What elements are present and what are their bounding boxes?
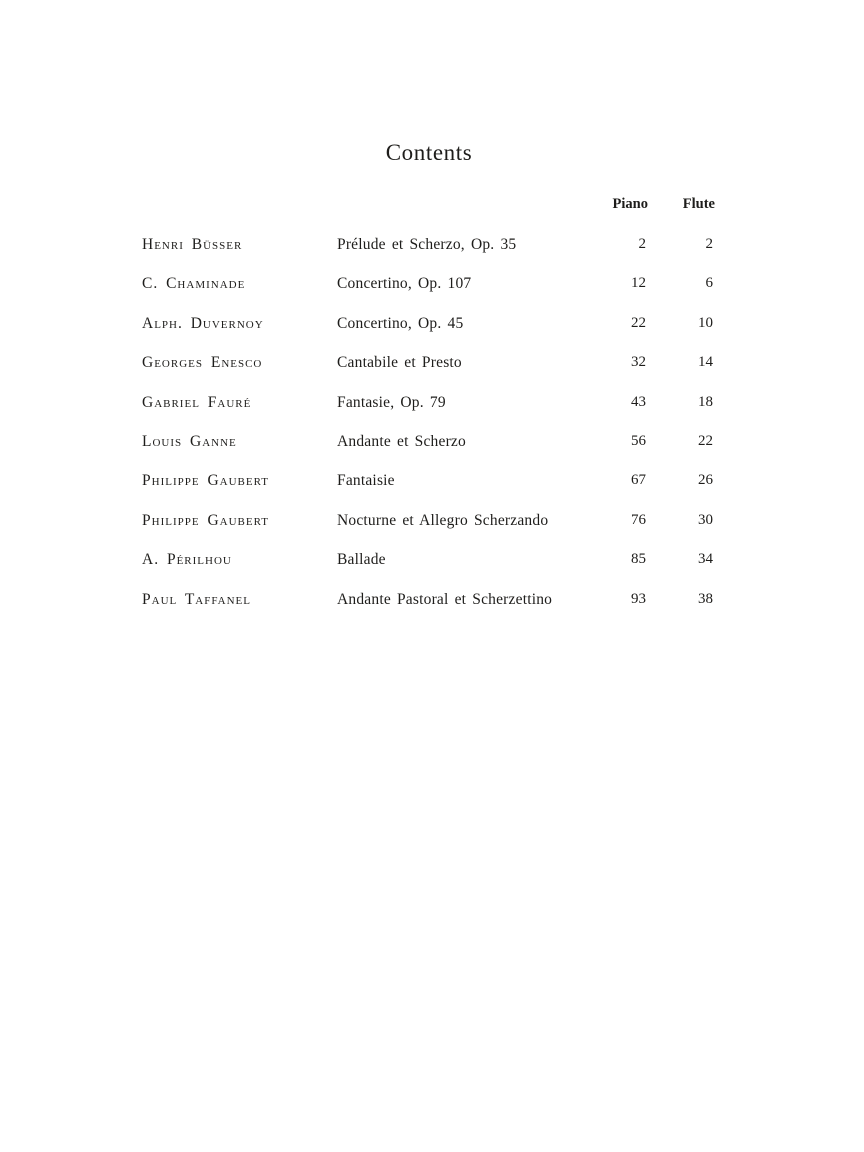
toc-row bbox=[142, 354, 717, 393]
flute-page-number: 14 bbox=[698, 354, 713, 371]
flute-page-number: 22 bbox=[698, 432, 713, 449]
composer-name: C. Chaminade bbox=[142, 275, 246, 293]
toc-row bbox=[142, 394, 717, 433]
piano-page-number: 85 bbox=[631, 551, 646, 568]
piano-page-number: 22 bbox=[631, 314, 646, 331]
work-title: Concertino, Op. 45 bbox=[337, 314, 464, 332]
piano-page-number: 76 bbox=[631, 511, 646, 528]
composer-name: Georges Enesco bbox=[142, 354, 263, 372]
piano-page-number: 43 bbox=[631, 393, 646, 410]
composer-name: Louis Ganne bbox=[142, 432, 237, 450]
flute-column-header: Flute bbox=[682, 196, 715, 212]
composer-name: Philippe Gaubert bbox=[142, 472, 269, 490]
flute-page-number: 18 bbox=[698, 393, 713, 410]
composer-name: Paul Taffanel bbox=[142, 590, 251, 608]
piano-page-number: 56 bbox=[631, 432, 646, 449]
toc-row bbox=[142, 236, 717, 275]
piano-column-header: Piano bbox=[612, 196, 648, 212]
page-title: Contents bbox=[385, 140, 473, 165]
piano-page-number: 12 bbox=[631, 275, 646, 292]
piano-page-number: 32 bbox=[631, 354, 646, 371]
toc-row bbox=[142, 512, 717, 551]
work-title: Cantabile et Presto bbox=[337, 354, 462, 372]
column-headers bbox=[142, 196, 717, 214]
flute-page-number: 10 bbox=[698, 314, 713, 331]
contents-table bbox=[142, 236, 717, 630]
work-title: Ballade bbox=[337, 551, 386, 569]
flute-page-number: 6 bbox=[705, 275, 713, 292]
composer-name: Gabriel Fauré bbox=[142, 393, 252, 411]
work-title: Andante et Scherzo bbox=[337, 432, 466, 450]
toc-row bbox=[142, 315, 717, 354]
work-title: Nocturne et Allegro Scherzando bbox=[337, 511, 549, 529]
work-title: Fantaisie bbox=[337, 472, 395, 490]
work-title: Andante Pastoral et Scherzettino bbox=[337, 590, 553, 608]
work-title: Fantasie, Op. 79 bbox=[337, 393, 446, 411]
composer-name: A. Périlhou bbox=[142, 551, 232, 569]
flute-page-number: 38 bbox=[698, 590, 713, 607]
flute-page-number: 34 bbox=[698, 551, 713, 568]
toc-row bbox=[142, 551, 717, 590]
piano-page-number: 2 bbox=[638, 236, 646, 252]
toc-row bbox=[142, 433, 717, 472]
piano-page-number: 93 bbox=[631, 590, 646, 607]
composer-name: Alph. Duvernoy bbox=[142, 314, 264, 332]
composer-name: Henri Büsser bbox=[142, 236, 243, 253]
toc-row bbox=[142, 472, 717, 511]
work-title: Concertino, Op. 107 bbox=[337, 275, 472, 293]
composer-name: Philippe Gaubert bbox=[142, 511, 269, 529]
work-title: Prélude et Scherzo, Op. 35 bbox=[337, 236, 517, 253]
piano-page-number: 67 bbox=[631, 472, 646, 489]
toc-row bbox=[142, 591, 717, 630]
flute-page-number: 26 bbox=[698, 472, 713, 489]
flute-page-number: 30 bbox=[698, 511, 713, 528]
toc-row bbox=[142, 275, 717, 314]
flute-page-number: 2 bbox=[705, 236, 713, 252]
